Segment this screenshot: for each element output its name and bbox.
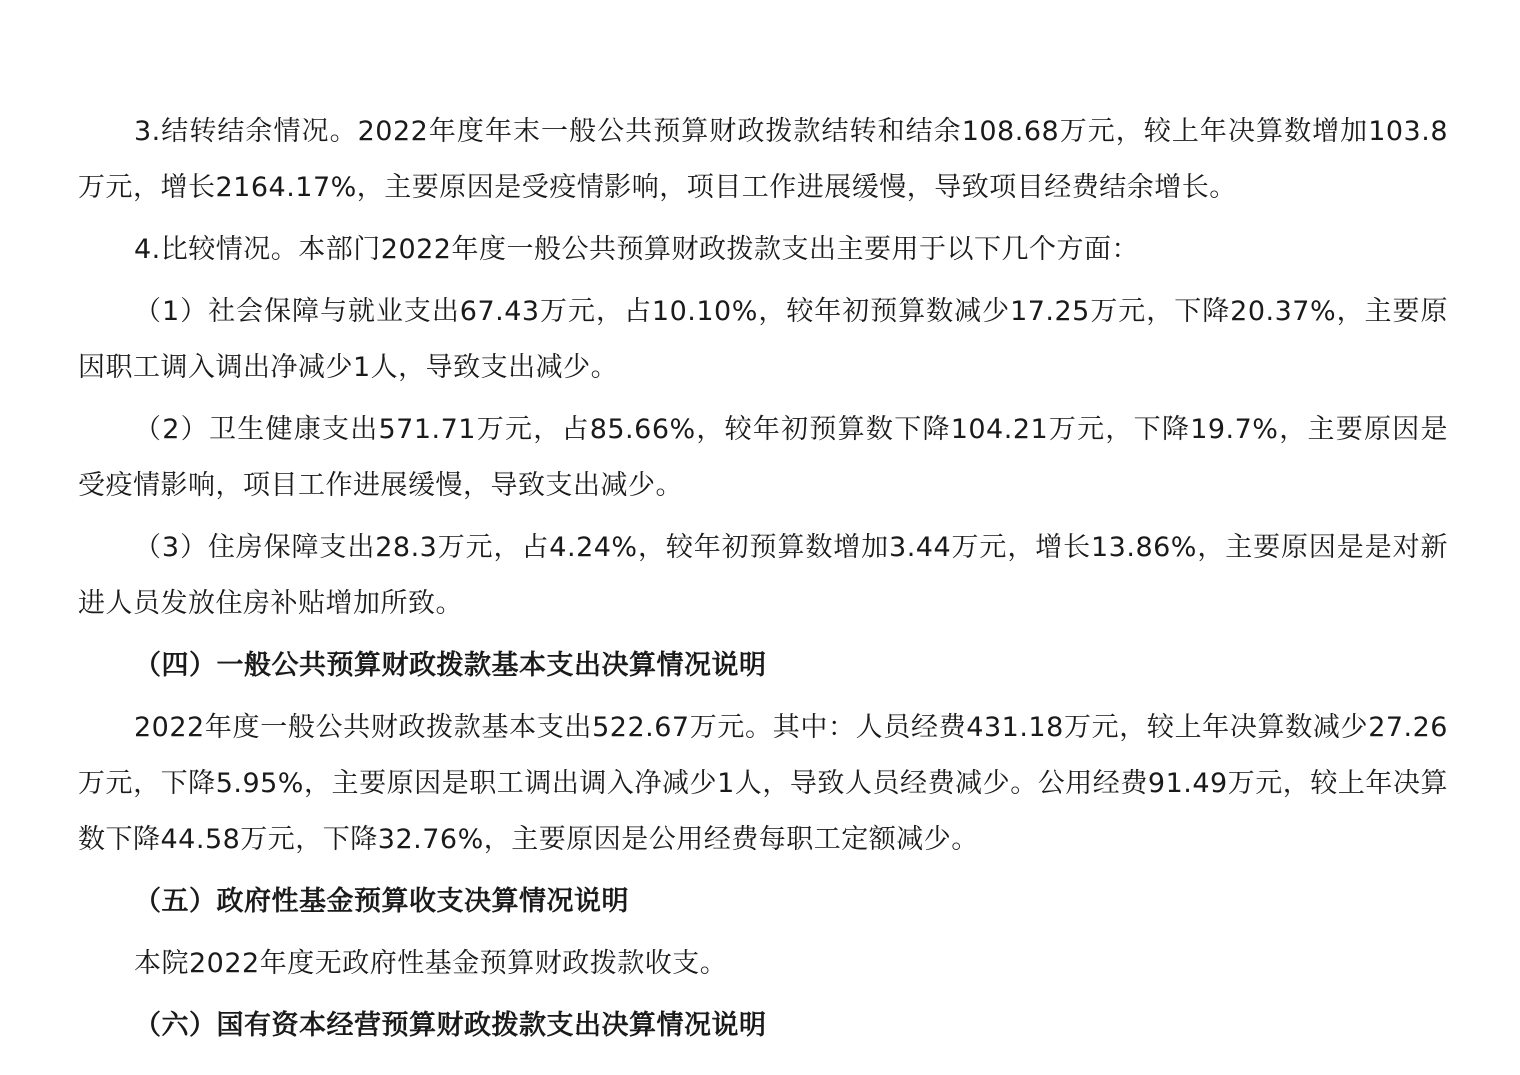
section-heading-6: （六）国有资本经营预算财政拨款支出决算情况说明 xyxy=(134,1010,767,1041)
housing-paragraph: （3）住房保障支出28.3万元，占4.24%，较年初预算数增加3.44万元，增长13.86%，主要原因是是对新进人员发放住房补贴增加所致。 xyxy=(78,532,1448,619)
section-heading-5: （五）政府性基金预算收支决算情况说明 xyxy=(134,886,629,917)
section-heading-4: （四）一般公共预算财政拨款基本支出决算情况说明 xyxy=(134,650,767,681)
government-fund-paragraph: 本院2022年度无政府性基金预算财政拨款收支。 xyxy=(134,948,728,979)
comparison-intro-paragraph: 4.比较情况。本部门2022年度一般公共预算财政拨款支出主要用于以下几个方面： xyxy=(134,234,1139,265)
health-paragraph: （2）卫生健康支出571.71万元，占85.66%，较年初预算数下降104.21万元，下降19.7%，主要原因是受疫情影响，项目工作进展缓慢，导致支出减少。 xyxy=(78,414,1448,501)
document-page xyxy=(78,104,1448,1060)
basic-expenditure-paragraph: 2022年度一般公共财政拨款基本支出522.67万元。其中：人员经费431.18万元，较上年决算数减少27.26万元，下降5.95%，主要原因是职工调出调入净减少1人，导致人员经费减少。公用经费91.49万元，较上年决算数下降44.58万元，下降32.76%，主要原因是公用经费每职工定额减少。 xyxy=(78,712,1448,855)
carryover-paragraph: 3.结转结余情况。2022年度年末一般公共预算财政拨款结转和结余108.68万元，较上年决算数增加103.8万元，增长2164.17%，主要原因是受疫情影响，项目工作进展缓慢，导致项目经费结余增长。 xyxy=(78,116,1448,203)
social-security-paragraph: （1）社会保障与就业支出67.43万元，占10.10%，较年初预算数减少17.25万元，下降20.37%，主要原因职工调入调出净减少1人，导致支出减少。 xyxy=(78,296,1448,383)
